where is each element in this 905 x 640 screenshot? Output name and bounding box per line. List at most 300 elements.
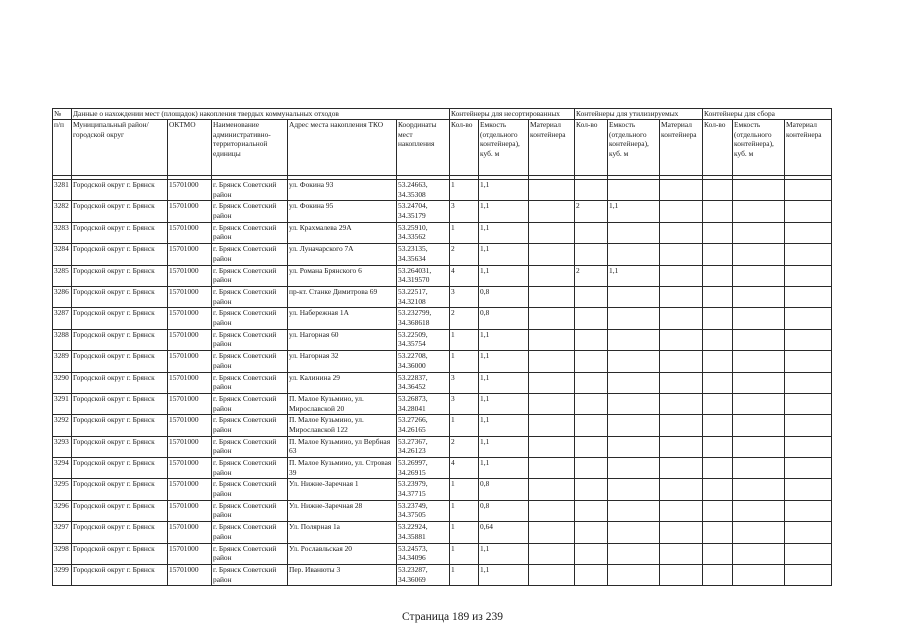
cell-number: 3282 bbox=[53, 201, 72, 222]
cell-territory: г. Брянск Советский район bbox=[212, 265, 288, 286]
cell-municipality: Городской округ г. Брянск bbox=[72, 522, 168, 543]
cell-count-recycle bbox=[575, 458, 608, 479]
cell-oktmo: 15701000 bbox=[168, 222, 212, 243]
cell-coords: 53.22509, 34.35754 bbox=[397, 329, 450, 350]
cell-number: 3293 bbox=[53, 436, 72, 457]
header-count-recycle: Кол-во bbox=[575, 120, 608, 176]
cell-material-unsorted bbox=[529, 329, 575, 350]
cell-coords: 53.22924, 34.35881 bbox=[397, 522, 450, 543]
cell-material-collect bbox=[785, 458, 832, 479]
table-row bbox=[53, 458, 832, 479]
table-body bbox=[53, 180, 832, 586]
cell-material-collect bbox=[785, 372, 832, 393]
table-row bbox=[53, 393, 832, 414]
cell-material-unsorted bbox=[529, 265, 575, 286]
cell-count-recycle bbox=[575, 372, 608, 393]
table-column-header bbox=[53, 120, 832, 176]
cell-territory: г. Брянск Советский район bbox=[212, 522, 288, 543]
header-material-recycle: Материал контейнера bbox=[660, 120, 703, 176]
table-row bbox=[53, 180, 832, 201]
cell-municipality: Городской округ г. Брянск bbox=[72, 543, 168, 564]
cell-material-unsorted bbox=[529, 500, 575, 521]
cell-count-collect bbox=[703, 244, 733, 265]
header-capacity-unsorted: Емкость (отдельного контейнера), куб. м bbox=[479, 120, 529, 176]
cell-material-collect bbox=[785, 351, 832, 372]
cell-material-collect bbox=[785, 308, 832, 329]
header-group-unsorted: Контейнеры для несортированных bbox=[450, 109, 575, 120]
cell-material-collect bbox=[785, 244, 832, 265]
cell-material-unsorted bbox=[529, 180, 575, 201]
cell-address: Ул. Полярная 1а bbox=[288, 522, 397, 543]
cell-coords: 53.24663, 34.35308 bbox=[397, 180, 450, 201]
cell-count-recycle bbox=[575, 180, 608, 201]
cell-capacity-unsorted: 1,1 bbox=[479, 244, 529, 265]
cell-material-collect bbox=[785, 329, 832, 350]
cell-capacity-unsorted: 1,1 bbox=[479, 415, 529, 436]
cell-territory: г. Брянск Советский район bbox=[212, 329, 288, 350]
cell-material-unsorted bbox=[529, 244, 575, 265]
cell-municipality: Городской округ г. Брянск bbox=[72, 351, 168, 372]
cell-material-recycle bbox=[660, 479, 703, 500]
cell-material-recycle bbox=[660, 201, 703, 222]
cell-territory: г. Брянск Советский район bbox=[212, 458, 288, 479]
cell-oktmo: 15701000 bbox=[168, 372, 212, 393]
cell-capacity-recycle bbox=[608, 565, 660, 586]
cell-number: 3286 bbox=[53, 286, 72, 307]
table-row bbox=[53, 565, 832, 586]
cell-capacity-unsorted: 0,64 bbox=[479, 522, 529, 543]
table-row bbox=[53, 351, 832, 372]
cell-number: 3284 bbox=[53, 244, 72, 265]
cell-count-recycle: 2 bbox=[575, 201, 608, 222]
cell-count-unsorted: 3 bbox=[450, 393, 479, 414]
cell-count-collect bbox=[703, 372, 733, 393]
cell-municipality: Городской округ г. Брянск bbox=[72, 372, 168, 393]
cell-territory: г. Брянск Советский район bbox=[212, 201, 288, 222]
cell-count-recycle bbox=[575, 222, 608, 243]
cell-material-collect bbox=[785, 393, 832, 414]
cell-count-recycle bbox=[575, 479, 608, 500]
cell-capacity-collect bbox=[733, 308, 785, 329]
cell-material-collect bbox=[785, 222, 832, 243]
cell-capacity-unsorted: 1,1 bbox=[479, 565, 529, 586]
cell-count-recycle bbox=[575, 286, 608, 307]
cell-number: 3297 bbox=[53, 522, 72, 543]
cell-material-recycle bbox=[660, 180, 703, 201]
cell-oktmo: 15701000 bbox=[168, 180, 212, 201]
cell-count-unsorted: 1 bbox=[450, 543, 479, 564]
cell-capacity-unsorted: 1,1 bbox=[479, 351, 529, 372]
cell-address: ул. Нагорная 60 bbox=[288, 329, 397, 350]
cell-territory: г. Брянск Советский район bbox=[212, 222, 288, 243]
cell-coords: 53.27266, 34.26165 bbox=[397, 415, 450, 436]
cell-count-recycle bbox=[575, 329, 608, 350]
cell-address: Ул. Нижне-Заречная 28 bbox=[288, 500, 397, 521]
cell-count-unsorted: 1 bbox=[450, 415, 479, 436]
cell-territory: г. Брянск Советский район bbox=[212, 286, 288, 307]
header-group-location: Данные о нахождении мест (площадок) накопления твердых коммунальных отходов bbox=[72, 109, 450, 120]
cell-capacity-recycle bbox=[608, 393, 660, 414]
cell-material-collect bbox=[785, 265, 832, 286]
cell-coords: 53.23287, 34.36069 bbox=[397, 565, 450, 586]
cell-oktmo: 15701000 bbox=[168, 415, 212, 436]
cell-territory: г. Брянск Советский район bbox=[212, 393, 288, 414]
cell-address: ул. Калинина 29 bbox=[288, 372, 397, 393]
cell-material-recycle bbox=[660, 500, 703, 521]
cell-capacity-recycle bbox=[608, 458, 660, 479]
cell-territory: г. Брянск Советский район bbox=[212, 244, 288, 265]
cell-capacity-recycle bbox=[608, 244, 660, 265]
table-row bbox=[53, 222, 832, 243]
cell-count-collect bbox=[703, 222, 733, 243]
table-row bbox=[53, 244, 832, 265]
cell-coords: 53.22517, 34.32108 bbox=[397, 286, 450, 307]
cell-capacity-collect bbox=[733, 479, 785, 500]
cell-material-unsorted bbox=[529, 308, 575, 329]
cell-capacity-collect bbox=[733, 351, 785, 372]
cell-count-collect bbox=[703, 479, 733, 500]
cell-number: 3281 bbox=[53, 180, 72, 201]
cell-capacity-recycle: 1,1 bbox=[608, 265, 660, 286]
cell-capacity-recycle: 1,1 bbox=[608, 201, 660, 222]
cell-material-unsorted bbox=[529, 436, 575, 457]
cell-material-recycle bbox=[660, 415, 703, 436]
cell-material-unsorted bbox=[529, 565, 575, 586]
cell-capacity-recycle bbox=[608, 479, 660, 500]
header-count-unsorted: Кол-во bbox=[450, 120, 479, 176]
cell-oktmo: 15701000 bbox=[168, 351, 212, 372]
cell-territory: г. Брянск Советский район bbox=[212, 180, 288, 201]
cell-capacity-recycle bbox=[608, 180, 660, 201]
cell-number: 3299 bbox=[53, 565, 72, 586]
cell-address: П. Малое Кузьмино, ул Вербная 63 bbox=[288, 436, 397, 457]
cell-material-recycle bbox=[660, 265, 703, 286]
cell-capacity-collect bbox=[733, 372, 785, 393]
cell-number: 3292 bbox=[53, 415, 72, 436]
header-no: № bbox=[53, 109, 72, 120]
cell-count-collect bbox=[703, 329, 733, 350]
cell-material-recycle bbox=[660, 372, 703, 393]
cell-coords: 53.26997, 34.26915 bbox=[397, 458, 450, 479]
cell-capacity-recycle bbox=[608, 415, 660, 436]
cell-count-collect bbox=[703, 201, 733, 222]
cell-material-recycle bbox=[660, 286, 703, 307]
cell-coords: 53.23979, 34.37715 bbox=[397, 479, 450, 500]
table-row bbox=[53, 201, 832, 222]
cell-oktmo: 15701000 bbox=[168, 286, 212, 307]
cell-capacity-unsorted: 1,1 bbox=[479, 393, 529, 414]
cell-count-unsorted: 3 bbox=[450, 286, 479, 307]
cell-capacity-recycle bbox=[608, 372, 660, 393]
header-address: Адрес места накопления ТКО bbox=[288, 120, 397, 176]
cell-oktmo: 15701000 bbox=[168, 565, 212, 586]
cell-material-recycle bbox=[660, 543, 703, 564]
cell-territory: г. Брянск Советский район bbox=[212, 479, 288, 500]
header-capacity-collect: Емкость (отдельного контейнера), куб. м bbox=[733, 120, 785, 176]
cell-capacity-unsorted: 1,1 bbox=[479, 436, 529, 457]
cell-count-unsorted: 1 bbox=[450, 565, 479, 586]
table-row bbox=[53, 329, 832, 350]
cell-oktmo: 15701000 bbox=[168, 308, 212, 329]
cell-capacity-recycle bbox=[608, 286, 660, 307]
table-row bbox=[53, 286, 832, 307]
cell-material-unsorted bbox=[529, 479, 575, 500]
cell-address: ул. Набережная 1А bbox=[288, 308, 397, 329]
cell-capacity-recycle bbox=[608, 522, 660, 543]
cell-capacity-collect bbox=[733, 458, 785, 479]
cell-material-collect bbox=[785, 479, 832, 500]
cell-coords: 53.24573, 34.34096 bbox=[397, 543, 450, 564]
table-group-header bbox=[53, 109, 832, 120]
cell-territory: г. Брянск Советский район bbox=[212, 351, 288, 372]
cell-material-recycle bbox=[660, 351, 703, 372]
cell-capacity-collect bbox=[733, 329, 785, 350]
cell-count-recycle: 2 bbox=[575, 265, 608, 286]
cell-municipality: Городской округ г. Брянск bbox=[72, 244, 168, 265]
cell-address: ул. Романа Брянского 6 bbox=[288, 265, 397, 286]
cell-capacity-recycle bbox=[608, 329, 660, 350]
cell-count-recycle bbox=[575, 415, 608, 436]
cell-number: 3288 bbox=[53, 329, 72, 350]
cell-material-unsorted bbox=[529, 522, 575, 543]
cell-coords: 53.26873, 34.28041 bbox=[397, 393, 450, 414]
waste-sites-table bbox=[52, 108, 832, 586]
header-capacity-recycle: Емкость (отдельного контейнера), куб. м bbox=[608, 120, 660, 176]
cell-count-unsorted: 3 bbox=[450, 201, 479, 222]
cell-address: П. Малое Кузьмино, ул. Мирославской 20 bbox=[288, 393, 397, 414]
cell-material-collect bbox=[785, 543, 832, 564]
cell-address: ул. Фокина 93 bbox=[288, 180, 397, 201]
cell-count-unsorted: 1 bbox=[450, 522, 479, 543]
cell-address: ул. Фокина 95 bbox=[288, 201, 397, 222]
cell-count-recycle bbox=[575, 543, 608, 564]
cell-address: П. Малое Кузьмино, ул. Мирославской 122 bbox=[288, 415, 397, 436]
cell-count-recycle bbox=[575, 308, 608, 329]
cell-address: Ул. Нижне-Заречная 1 bbox=[288, 479, 397, 500]
cell-count-collect bbox=[703, 286, 733, 307]
cell-capacity-unsorted: 1,1 bbox=[479, 372, 529, 393]
cell-count-collect bbox=[703, 351, 733, 372]
cell-oktmo: 15701000 bbox=[168, 201, 212, 222]
cell-count-collect bbox=[703, 436, 733, 457]
cell-material-collect bbox=[785, 180, 832, 201]
cell-count-collect bbox=[703, 308, 733, 329]
cell-material-unsorted bbox=[529, 222, 575, 243]
header-municipality: Муниципальный район/городской округ bbox=[72, 120, 168, 176]
cell-oktmo: 15701000 bbox=[168, 500, 212, 521]
cell-capacity-recycle bbox=[608, 308, 660, 329]
cell-capacity-unsorted: 1,1 bbox=[479, 329, 529, 350]
cell-number: 3283 bbox=[53, 222, 72, 243]
cell-capacity-unsorted: 1,1 bbox=[479, 265, 529, 286]
cell-address: пр-кт. Станке Димитрова 69 bbox=[288, 286, 397, 307]
cell-territory: г. Брянск Советский район bbox=[212, 308, 288, 329]
cell-municipality: Городской округ г. Брянск bbox=[72, 265, 168, 286]
cell-coords: 53.264031, 34.319570 bbox=[397, 265, 450, 286]
cell-material-unsorted bbox=[529, 372, 575, 393]
cell-number: 3290 bbox=[53, 372, 72, 393]
cell-count-recycle bbox=[575, 393, 608, 414]
cell-oktmo: 15701000 bbox=[168, 522, 212, 543]
cell-capacity-collect bbox=[733, 500, 785, 521]
cell-territory: г. Брянск Советский район bbox=[212, 436, 288, 457]
cell-material-unsorted bbox=[529, 393, 575, 414]
cell-municipality: Городской округ г. Брянск bbox=[72, 286, 168, 307]
cell-municipality: Городской округ г. Брянск bbox=[72, 458, 168, 479]
cell-municipality: Городской округ г. Брянск bbox=[72, 565, 168, 586]
cell-material-recycle bbox=[660, 244, 703, 265]
cell-material-collect bbox=[785, 436, 832, 457]
cell-territory: г. Брянск Советский район bbox=[212, 543, 288, 564]
cell-capacity-collect bbox=[733, 415, 785, 436]
cell-address: П. Малое Кузьмино, ул. Стровая 39 bbox=[288, 458, 397, 479]
cell-count-recycle bbox=[575, 500, 608, 521]
cell-material-collect bbox=[785, 565, 832, 586]
cell-capacity-unsorted: 0,8 bbox=[479, 500, 529, 521]
cell-material-recycle bbox=[660, 329, 703, 350]
cell-material-collect bbox=[785, 415, 832, 436]
cell-oktmo: 15701000 bbox=[168, 543, 212, 564]
cell-address: ул. Крахмалева 29А bbox=[288, 222, 397, 243]
cell-count-recycle bbox=[575, 351, 608, 372]
cell-capacity-recycle bbox=[608, 436, 660, 457]
cell-capacity-collect bbox=[733, 180, 785, 201]
cell-territory: г. Брянск Советский район bbox=[212, 500, 288, 521]
header-count-collect: Кол-во bbox=[703, 120, 733, 176]
cell-count-unsorted: 1 bbox=[450, 180, 479, 201]
cell-number: 3289 bbox=[53, 351, 72, 372]
header-territory: Наименование административно-территориальной единицы bbox=[212, 120, 288, 176]
cell-municipality: Городской округ г. Брянск bbox=[72, 436, 168, 457]
cell-capacity-collect bbox=[733, 265, 785, 286]
cell-capacity-collect bbox=[733, 393, 785, 414]
cell-count-collect bbox=[703, 265, 733, 286]
header-group-recycle: Контейнеры для утилизируемых bbox=[575, 109, 703, 120]
header-coords: Координаты мест накопления bbox=[397, 120, 450, 176]
cell-count-collect bbox=[703, 522, 733, 543]
cell-capacity-collect bbox=[733, 286, 785, 307]
cell-coords: 53.23749, 34.37505 bbox=[397, 500, 450, 521]
cell-capacity-unsorted: 0,8 bbox=[479, 286, 529, 307]
cell-count-recycle bbox=[575, 436, 608, 457]
cell-territory: г. Брянск Советский район bbox=[212, 565, 288, 586]
cell-material-collect bbox=[785, 201, 832, 222]
cell-count-collect bbox=[703, 393, 733, 414]
table-row bbox=[53, 522, 832, 543]
cell-capacity-recycle bbox=[608, 351, 660, 372]
cell-capacity-recycle bbox=[608, 543, 660, 564]
cell-material-unsorted bbox=[529, 543, 575, 564]
register-sheet bbox=[52, 108, 832, 586]
cell-count-unsorted: 1 bbox=[450, 222, 479, 243]
cell-material-unsorted bbox=[529, 201, 575, 222]
cell-material-collect bbox=[785, 286, 832, 307]
cell-address: ул. Луначарского 7А bbox=[288, 244, 397, 265]
header-group-collect: Контейнеры для сбора bbox=[703, 109, 832, 120]
cell-capacity-unsorted: 0,8 bbox=[479, 308, 529, 329]
cell-address: ул. Нагорная 32 bbox=[288, 351, 397, 372]
cell-material-recycle bbox=[660, 565, 703, 586]
cell-material-unsorted bbox=[529, 458, 575, 479]
cell-number: 3295 bbox=[53, 479, 72, 500]
cell-municipality: Городской округ г. Брянск bbox=[72, 500, 168, 521]
cell-material-unsorted bbox=[529, 415, 575, 436]
cell-capacity-collect bbox=[733, 222, 785, 243]
cell-number: 3287 bbox=[53, 308, 72, 329]
cell-capacity-collect bbox=[733, 244, 785, 265]
cell-material-collect bbox=[785, 500, 832, 521]
cell-count-collect bbox=[703, 565, 733, 586]
cell-count-unsorted: 2 bbox=[450, 308, 479, 329]
cell-capacity-unsorted: 1,1 bbox=[479, 458, 529, 479]
cell-material-recycle bbox=[660, 308, 703, 329]
table-row bbox=[53, 308, 832, 329]
cell-count-collect bbox=[703, 500, 733, 521]
table-row bbox=[53, 436, 832, 457]
cell-count-collect bbox=[703, 415, 733, 436]
cell-oktmo: 15701000 bbox=[168, 265, 212, 286]
cell-material-unsorted bbox=[529, 351, 575, 372]
cell-municipality: Городской округ г. Брянск bbox=[72, 329, 168, 350]
cell-municipality: Городской округ г. Брянск bbox=[72, 222, 168, 243]
header-pp: п/п bbox=[53, 120, 72, 176]
table-row bbox=[53, 479, 832, 500]
cell-number: 3294 bbox=[53, 458, 72, 479]
cell-count-unsorted: 1 bbox=[450, 329, 479, 350]
cell-municipality: Городской округ г. Брянск bbox=[72, 393, 168, 414]
cell-number: 3296 bbox=[53, 500, 72, 521]
cell-material-recycle bbox=[660, 393, 703, 414]
table-row bbox=[53, 543, 832, 564]
cell-address: Ул. Рославльская 20 bbox=[288, 543, 397, 564]
table-row bbox=[53, 415, 832, 436]
cell-territory: г. Брянск Советский район bbox=[212, 415, 288, 436]
cell-material-collect bbox=[785, 522, 832, 543]
cell-address: Пер. Иванюты 3 bbox=[288, 565, 397, 586]
cell-count-recycle bbox=[575, 244, 608, 265]
cell-oktmo: 15701000 bbox=[168, 393, 212, 414]
cell-coords: 53.24704, 34.35179 bbox=[397, 201, 450, 222]
cell-material-recycle bbox=[660, 458, 703, 479]
cell-municipality: Городской округ г. Брянск bbox=[72, 479, 168, 500]
cell-capacity-collect bbox=[733, 565, 785, 586]
cell-count-unsorted: 1 bbox=[450, 500, 479, 521]
table-row bbox=[53, 500, 832, 521]
cell-count-unsorted: 4 bbox=[450, 458, 479, 479]
cell-coords: 53.27367, 34.26123 bbox=[397, 436, 450, 457]
cell-count-unsorted: 3 bbox=[450, 372, 479, 393]
cell-coords: 53.22837, 34.36452 bbox=[397, 372, 450, 393]
cell-number: 3285 bbox=[53, 265, 72, 286]
cell-capacity-recycle bbox=[608, 500, 660, 521]
cell-count-unsorted: 1 bbox=[450, 351, 479, 372]
cell-municipality: Городской округ г. Брянск bbox=[72, 180, 168, 201]
cell-coords: 53.232799, 34.368618 bbox=[397, 308, 450, 329]
cell-number: 3291 bbox=[53, 393, 72, 414]
cell-material-unsorted bbox=[529, 286, 575, 307]
cell-count-collect bbox=[703, 458, 733, 479]
cell-capacity-collect bbox=[733, 201, 785, 222]
cell-count-unsorted: 4 bbox=[450, 265, 479, 286]
cell-coords: 53.25910, 34.33562 bbox=[397, 222, 450, 243]
cell-capacity-unsorted: 1,1 bbox=[479, 180, 529, 201]
cell-oktmo: 15701000 bbox=[168, 479, 212, 500]
cell-capacity-collect bbox=[733, 522, 785, 543]
cell-material-recycle bbox=[660, 522, 703, 543]
cell-material-recycle bbox=[660, 222, 703, 243]
cell-municipality: Городской округ г. Брянск bbox=[72, 308, 168, 329]
table-row bbox=[53, 372, 832, 393]
